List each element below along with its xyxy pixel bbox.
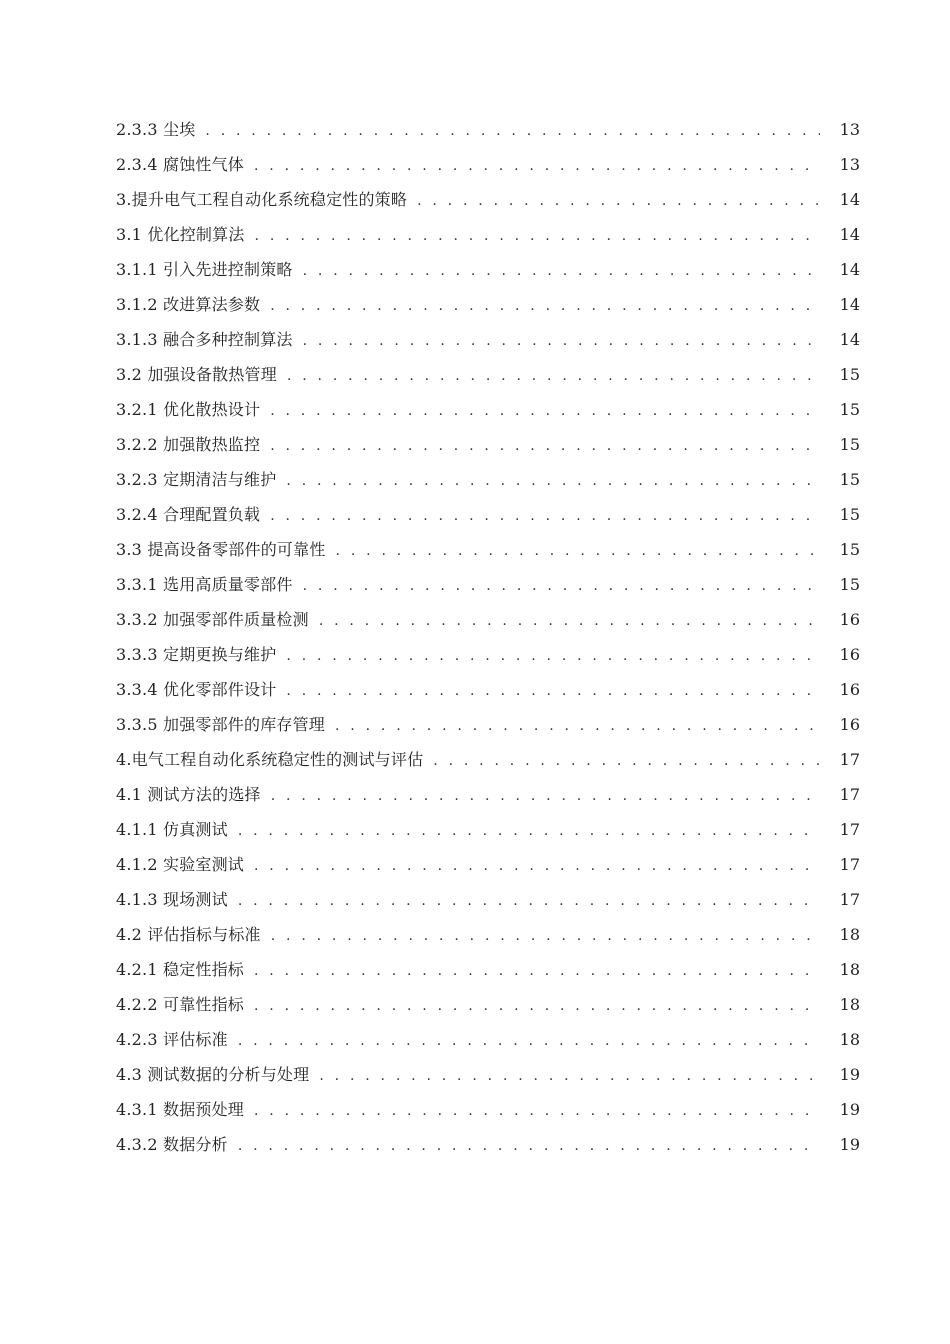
toc-dot-leader xyxy=(270,394,820,429)
toc-entry[interactable] xyxy=(116,917,860,952)
toc-dot-leader xyxy=(271,779,820,814)
toc-entry-page: 18 xyxy=(839,925,860,944)
toc-entry-page: 16 xyxy=(839,610,860,629)
table-of-contents xyxy=(116,112,860,1162)
toc-dot-leader xyxy=(238,1024,820,1059)
toc-entry-title: 3.1.3 融合多种控制算法 xyxy=(116,330,293,349)
toc-dot-leader xyxy=(286,464,820,499)
toc-entry-title: 3.3 提高设备零部件的可靠性 xyxy=(116,540,326,559)
toc-dot-leader xyxy=(238,1129,820,1164)
toc-entry-title: 4.1.1 仿真测试 xyxy=(116,820,228,839)
toc-entry[interactable] xyxy=(116,882,860,917)
toc-entry-page: 15 xyxy=(839,435,860,454)
toc-entry-page: 18 xyxy=(839,960,860,979)
toc-entry-page: 19 xyxy=(839,1135,860,1154)
toc-entry-page: 13 xyxy=(839,155,860,174)
toc-entry-page: 16 xyxy=(839,645,860,664)
toc-entry[interactable] xyxy=(116,1092,860,1127)
toc-entry-title: 3.3.4 优化零部件设计 xyxy=(116,680,277,699)
toc-entry[interactable] xyxy=(116,462,860,497)
toc-entry-page: 15 xyxy=(839,540,860,559)
toc-entry-title: 2.3.3 尘埃 xyxy=(116,120,196,139)
toc-entry-page: 15 xyxy=(839,400,860,419)
toc-dot-leader xyxy=(238,814,820,849)
toc-entry[interactable] xyxy=(116,1127,860,1162)
toc-entry-page: 19 xyxy=(839,1100,860,1119)
toc-entry-page: 13 xyxy=(839,120,860,139)
toc-entry[interactable] xyxy=(116,112,860,147)
toc-dot-leader xyxy=(255,219,820,254)
toc-entry-page: 17 xyxy=(839,820,860,839)
toc-entry[interactable] xyxy=(116,742,860,777)
toc-entry[interactable] xyxy=(116,672,860,707)
toc-entry[interactable] xyxy=(116,217,860,252)
toc-entry-title: 4.2.2 可靠性指标 xyxy=(116,995,244,1014)
toc-entry-title: 3.3.2 加强零部件质量检测 xyxy=(116,610,309,629)
toc-dot-leader xyxy=(270,289,820,324)
toc-dot-leader xyxy=(254,849,820,884)
toc-entry-title: 4.2.1 稳定性指标 xyxy=(116,960,244,979)
toc-entry-title: 3.2 加强设备散热管理 xyxy=(116,365,277,384)
toc-entry[interactable] xyxy=(116,357,860,392)
toc-dot-leader xyxy=(286,639,820,674)
toc-entry-page: 18 xyxy=(839,1030,860,1049)
toc-dot-leader xyxy=(287,359,820,394)
toc-dot-leader xyxy=(319,604,820,639)
toc-dot-leader xyxy=(271,919,820,954)
toc-entry-title: 3.3.1 选用高质量零部件 xyxy=(116,575,293,594)
toc-dot-leader xyxy=(254,954,820,989)
toc-entry-title: 4.电气工程自动化系统稳定性的测试与评估 xyxy=(116,750,424,769)
toc-dot-leader xyxy=(303,254,820,289)
toc-dot-leader xyxy=(270,429,820,464)
toc-entry[interactable] xyxy=(116,287,860,322)
toc-entry[interactable] xyxy=(116,1022,860,1057)
toc-entry[interactable] xyxy=(116,637,860,672)
toc-entry-title: 4.2 评估指标与标准 xyxy=(116,925,261,944)
toc-entry-title: 4.3.2 数据分析 xyxy=(116,1135,228,1154)
toc-entry-page: 17 xyxy=(839,785,860,804)
toc-entry[interactable] xyxy=(116,812,860,847)
toc-dot-leader xyxy=(417,184,820,219)
toc-entry-title: 3.2.3 定期清洁与维护 xyxy=(116,470,277,489)
toc-entry-page: 15 xyxy=(839,365,860,384)
toc-entry-title: 3.1.2 改进算法参数 xyxy=(116,295,261,314)
toc-entry-title: 4.1.3 现场测试 xyxy=(116,890,228,909)
toc-entry-page: 16 xyxy=(839,680,860,699)
toc-dot-leader xyxy=(336,534,820,569)
toc-entry-title: 3.提升电气工程自动化系统稳定性的策略 xyxy=(116,190,408,209)
toc-dot-leader xyxy=(254,149,820,184)
toc-dot-leader xyxy=(238,884,820,919)
toc-entry-page: 14 xyxy=(839,225,860,244)
toc-dot-leader xyxy=(254,989,820,1024)
toc-entry-title: 3.1 优化控制算法 xyxy=(116,225,245,244)
toc-entry-title: 4.3 测试数据的分析与处理 xyxy=(116,1065,310,1084)
toc-entry[interactable] xyxy=(116,147,860,182)
toc-entry-page: 17 xyxy=(839,890,860,909)
toc-entry-title: 4.1 测试方法的选择 xyxy=(116,785,261,804)
toc-entry[interactable] xyxy=(116,777,860,812)
toc-dot-leader xyxy=(286,674,820,709)
toc-entry[interactable] xyxy=(116,952,860,987)
toc-entry[interactable] xyxy=(116,987,860,1022)
toc-entry-page: 15 xyxy=(839,505,860,524)
toc-dot-leader xyxy=(319,1059,820,1094)
toc-entry-page: 14 xyxy=(839,260,860,279)
toc-entry[interactable] xyxy=(116,182,860,217)
toc-entry-title: 3.2.1 优化散热设计 xyxy=(116,400,261,419)
toc-dot-leader xyxy=(433,744,820,779)
toc-entry[interactable] xyxy=(116,532,860,567)
toc-dot-leader xyxy=(270,499,820,534)
toc-entry[interactable] xyxy=(116,392,860,427)
toc-entry-title: 4.2.3 评估标准 xyxy=(116,1030,228,1049)
toc-dot-leader xyxy=(303,324,820,359)
toc-entry-page: 14 xyxy=(839,330,860,349)
toc-entry-title: 3.3.5 加强零部件的库存管理 xyxy=(116,715,325,734)
toc-entry[interactable] xyxy=(116,427,860,462)
toc-dot-leader xyxy=(254,1094,820,1129)
toc-entry[interactable] xyxy=(116,602,860,637)
toc-entry-page: 14 xyxy=(839,295,860,314)
toc-entry-page: 15 xyxy=(839,575,860,594)
toc-entry-title: 3.1.1 引入先进控制策略 xyxy=(116,260,293,279)
toc-entry[interactable] xyxy=(116,497,860,532)
toc-dot-leader xyxy=(205,114,820,149)
toc-entry-page: 15 xyxy=(839,470,860,489)
toc-entry-title: 4.1.2 实验室测试 xyxy=(116,855,244,874)
toc-entry[interactable] xyxy=(116,567,860,602)
toc-dot-leader xyxy=(303,569,820,604)
toc-entry-title: 3.2.4 合理配置负载 xyxy=(116,505,261,524)
toc-entry-page: 17 xyxy=(839,750,860,769)
toc-entry[interactable] xyxy=(116,252,860,287)
toc-entry-title: 2.3.4 腐蚀性气体 xyxy=(116,155,244,174)
toc-entry[interactable] xyxy=(116,847,860,882)
toc-entry[interactable] xyxy=(116,322,860,357)
toc-entry-page: 19 xyxy=(839,1065,860,1084)
toc-entry[interactable] xyxy=(116,707,860,742)
toc-entry-page: 16 xyxy=(839,715,860,734)
toc-entry-page: 18 xyxy=(839,995,860,1014)
toc-entry-page: 17 xyxy=(839,855,860,874)
toc-entry-title: 3.3.3 定期更换与维护 xyxy=(116,645,277,664)
toc-entry-title: 3.2.2 加强散热监控 xyxy=(116,435,261,454)
toc-entry[interactable] xyxy=(116,1057,860,1092)
toc-entry-page: 14 xyxy=(839,190,860,209)
toc-dot-leader xyxy=(335,709,820,744)
toc-entry-title: 4.3.1 数据预处理 xyxy=(116,1100,244,1119)
